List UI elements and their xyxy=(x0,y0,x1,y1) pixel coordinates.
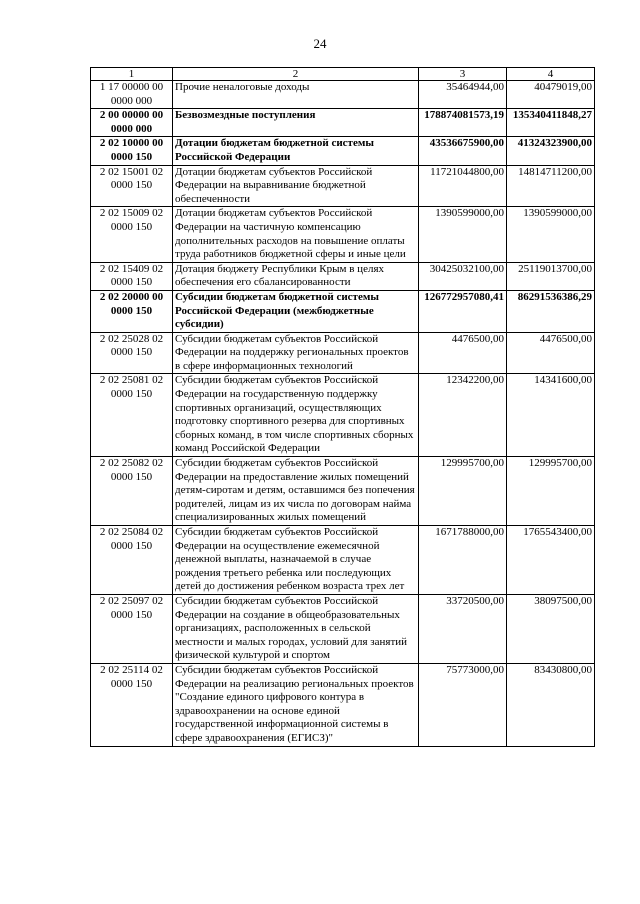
revenue-name: Субсидии бюджетам субъектов Российской Федерации на осуществление ежемесячной денежной выплаты, назначаемой в случае рождения третьего ребенка или последующих детей до достижения ребенком возраста трех лет xyxy=(173,526,419,595)
table-row xyxy=(91,165,595,207)
table-row xyxy=(91,332,595,374)
table-row xyxy=(91,663,595,746)
budget-code: 2 02 25114 02 0000 150 xyxy=(91,663,173,746)
column-header-name: 2 xyxy=(173,68,419,81)
table-row xyxy=(91,207,595,262)
budget-code: 2 02 25082 02 0000 150 xyxy=(91,457,173,526)
revenue-name: Прочие неналоговые доходы xyxy=(173,81,419,109)
table-row xyxy=(91,81,595,109)
amount-year-1: 12342200,00 xyxy=(419,374,507,457)
amount-year-1: 178874081573,19 xyxy=(419,109,507,137)
budget-code: 2 02 25028 02 0000 150 xyxy=(91,332,173,374)
table-row xyxy=(91,290,595,332)
revenue-name: Безвозмездные поступления xyxy=(173,109,419,137)
amount-year-2: 135340411848,27 xyxy=(507,109,595,137)
amount-year-2: 40479019,00 xyxy=(507,81,595,109)
budget-code: 2 02 15001 02 0000 150 xyxy=(91,165,173,207)
amount-year-1: 126772957080,41 xyxy=(419,290,507,332)
revenue-name: Субсидии бюджетам субъектов Российской Федерации на поддержку региональных проектов в сфере информационных технологий xyxy=(173,332,419,374)
amount-year-1: 1390599000,00 xyxy=(419,207,507,262)
table-row xyxy=(91,262,595,290)
amount-year-2: 41324323900,00 xyxy=(507,137,595,165)
table-row xyxy=(91,137,595,165)
budget-code: 2 02 10000 00 0000 150 xyxy=(91,137,173,165)
budget-code: 2 02 25081 02 0000 150 xyxy=(91,374,173,457)
amount-year-2: 14814711200,00 xyxy=(507,165,595,207)
budget-code: 2 02 15009 02 0000 150 xyxy=(91,207,173,262)
amount-year-2: 14341600,00 xyxy=(507,374,595,457)
revenue-name: Субсидии бюджетам субъектов Российской Федерации на создание в общеобразовательных организациях, расположенных в сельской местности и малых городах, условий для занятий физической культурой и спортом xyxy=(173,594,419,663)
amount-year-2: 86291536386,29 xyxy=(507,290,595,332)
column-header-code: 1 xyxy=(91,68,173,81)
amount-year-2: 1390599000,00 xyxy=(507,207,595,262)
budget-code: 2 02 25084 02 0000 150 xyxy=(91,526,173,595)
amount-year-1: 4476500,00 xyxy=(419,332,507,374)
amount-year-2: 129995700,00 xyxy=(507,457,595,526)
revenue-name: Субсидии бюджетам субъектов Российской Федерации на предоставление жилых помещений детям-сиротам и детям, оставшимся без попечения родителей, лицам из их числа по договорам найма специализированных жилых помещений xyxy=(173,457,419,526)
budget-revenue-table xyxy=(90,67,595,747)
amount-year-1: 35464944,00 xyxy=(419,81,507,109)
page-number: 24 xyxy=(313,36,327,51)
amount-year-2: 83430800,00 xyxy=(507,663,595,746)
amount-year-2: 4476500,00 xyxy=(507,332,595,374)
revenue-name: Дотации бюджетам субъектов Российской Федерации на выравнивание бюджетной обеспеченности xyxy=(173,165,419,207)
revenue-name: Субсидии бюджетам субъектов Российской Федерации на реализацию региональных проектов "Создание единого цифрового контура в здравоохранении на основе единой государственной информационной системы в сфере здравоохранения (ЕГИСЗ)" xyxy=(173,663,419,746)
table-row xyxy=(91,457,595,526)
amount-year-1: 1671788000,00 xyxy=(419,526,507,595)
amount-year-1: 129995700,00 xyxy=(419,457,507,526)
amount-year-1: 33720500,00 xyxy=(419,594,507,663)
revenue-name: Дотация бюджету Республики Крым в целях обеспечения его сбалансированности xyxy=(173,262,419,290)
amount-year-1: 75773000,00 xyxy=(419,663,507,746)
amount-year-2: 38097500,00 xyxy=(507,594,595,663)
column-header-amount-2: 4 xyxy=(507,68,595,81)
budget-code: 2 00 00000 00 0000 000 xyxy=(91,109,173,137)
table-row xyxy=(91,374,595,457)
amount-year-2: 25119013700,00 xyxy=(507,262,595,290)
budget-code: 2 02 15409 02 0000 150 xyxy=(91,262,173,290)
table-header-row xyxy=(91,68,595,81)
table-row xyxy=(91,526,595,595)
table-row xyxy=(91,109,595,137)
budget-code: 1 17 00000 00 0000 000 xyxy=(91,81,173,109)
revenue-name: Субсидии бюджетам бюджетной системы Российской Федерации (межбюджетные субсидии) xyxy=(173,290,419,332)
budget-code: 2 02 20000 00 0000 150 xyxy=(91,290,173,332)
amount-year-1: 30425032100,00 xyxy=(419,262,507,290)
amount-year-1: 43536675900,00 xyxy=(419,137,507,165)
amount-year-1: 11721044800,00 xyxy=(419,165,507,207)
table-row xyxy=(91,594,595,663)
amount-year-2: 1765543400,00 xyxy=(507,526,595,595)
column-header-amount-1: 3 xyxy=(419,68,507,81)
revenue-name: Дотации бюджетам субъектов Российской Федерации на частичную компенсацию дополнительных расходов на повышение оплаты труда работников бюджетной сферы и иные цели xyxy=(173,207,419,262)
revenue-name: Дотации бюджетам бюджетной системы Российской Федерации xyxy=(173,137,419,165)
budget-code: 2 02 25097 02 0000 150 xyxy=(91,594,173,663)
revenue-name: Субсидии бюджетам субъектов Российской Федерации на государственную поддержку спортивных организаций, осуществляющих подготовку спортивного резерва для спортивных сборных команд, в том числе спортивных сборных команд Российской Федерации xyxy=(173,374,419,457)
